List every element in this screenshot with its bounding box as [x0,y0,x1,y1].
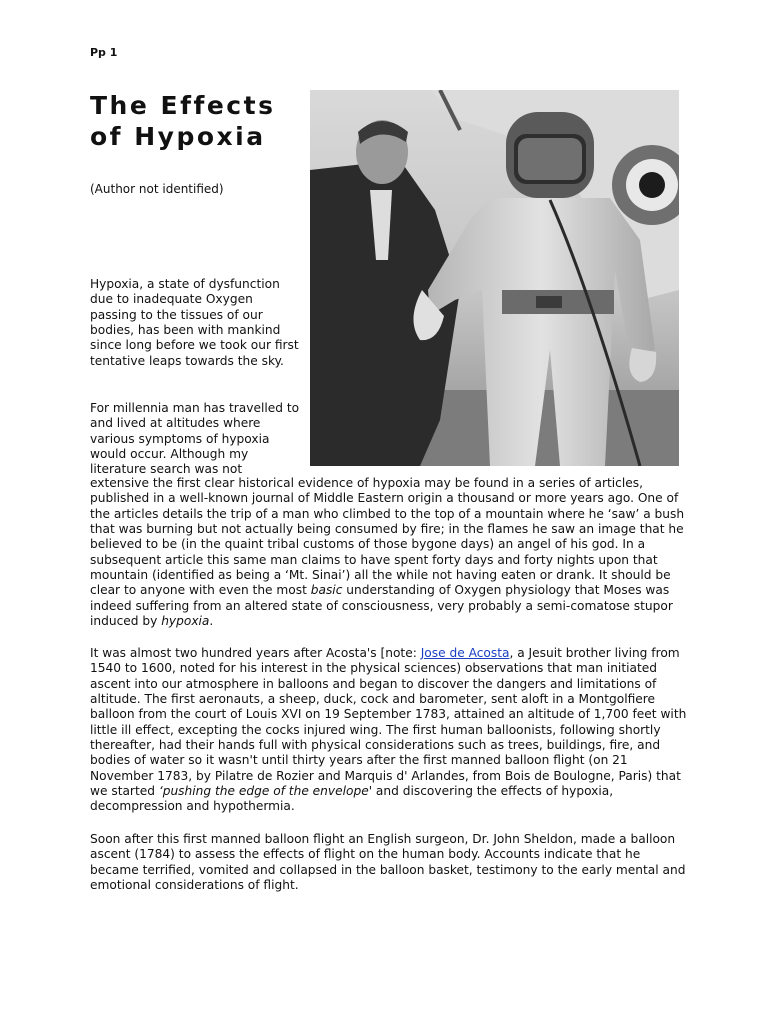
paragraph-3-text-c: and discovering the effects of hypoxia, decompression and hypothermia. [90,784,614,814]
jose-de-acosta-link[interactable]: Jose de Acosta [420,646,510,660]
intro-paragraph: Hypoxia, a state of dysfunction due to inadequate Oxygen passing to the tissues of our bodies, has been with mankind since long before we took our first tentative leaps towards the sky. [90,277,299,368]
photo-pilot-pressure-suit [310,90,679,466]
paragraph-4: Soon after this first manned balloon flight an English surgeon, Dr. John Sheldon, made a balloon ascent (1784) to assess the effects of flight on the human body. Accounts indicate that he became terrified, vomited and collapsed in the balloon basket, testimony to the early mental and emotional considerations of flight. [90,832,686,893]
paragraph-2-end: . [209,614,214,629]
article-title: The Effects of Hypoxia [90,91,276,151]
photo-illustration [310,90,679,466]
emphasis-basic: basic [310,583,343,598]
paragraph-2-continued [90,476,690,629]
paragraph-3 [90,646,690,815]
emphasis-envelope: ‘pushing the edge of the envelope' [158,784,373,799]
paragraph-2-text-a: extensive the first clear historical evidence of hypoxia may be found in a series of articles, published in a well-known journal of Middle Eastern origin a thousand or more years ago. One of the articles details the trip of a man who climbed to the top of a mountain where he ‘saw’ a bush that was burning but not actually being consumed by fire; in the flames he saw an image that he believed to be (in the quaint tribal customs of those bygone days) an angel of his god. In a subsequent article this same man claims to have spent forty days and forty nights upon that mountain (identified as being a ‘Mt. Sinai’) all the while not having eaten or drank. It should be clear to anyone with even the most [90,476,685,598]
author-line: (Author not identified) [90,182,224,196]
paragraph-3-text-a: It was almost two hundred years after Acosta's [note: [90,646,421,660]
page-number: Pp 1 [90,46,118,59]
paragraph-3-text-b: , a Jesuit brother living from 1540 to 1600, noted for his interest in the physical sciences) observations that man initiated ascent into our atmosphere in balloons and began to discover the dangers and limitations of altitude. The first aeronauts, a sheep, duck, cock and barometer, sent aloft in a Montgolfiere balloon from the court of Louis XVI on 19 September 1783, attained an altitude of 1,700 feet with little ill effect, excepting the cocks injured wing. The first human balloonists, following shortly thereafter, had their hands full with physical considerations such as trees, buildings, fire, and bodies of water so it wasn't until thirty years after the first manned balloon flight (on 21 November 1783, by Pilatre de Rozier and Marquis d' Arlandes, from Bois de Boulogne, Paris) that we started [90,646,687,799]
emphasis-hypoxia: hypoxia [161,614,210,629]
paragraph-2-narrow: For millennia man has travelled to and lived at altitudes where various symptoms of hypoxia would occur. Although my literature search was not [90,401,300,477]
aircraft-roundel-inner [639,172,665,198]
paragraph-2-text-b: understanding of Oxygen physiology that Moses was indeed suffering from an altered state of consciousness, very probably a semi-comatose stupor induced by [90,583,673,629]
